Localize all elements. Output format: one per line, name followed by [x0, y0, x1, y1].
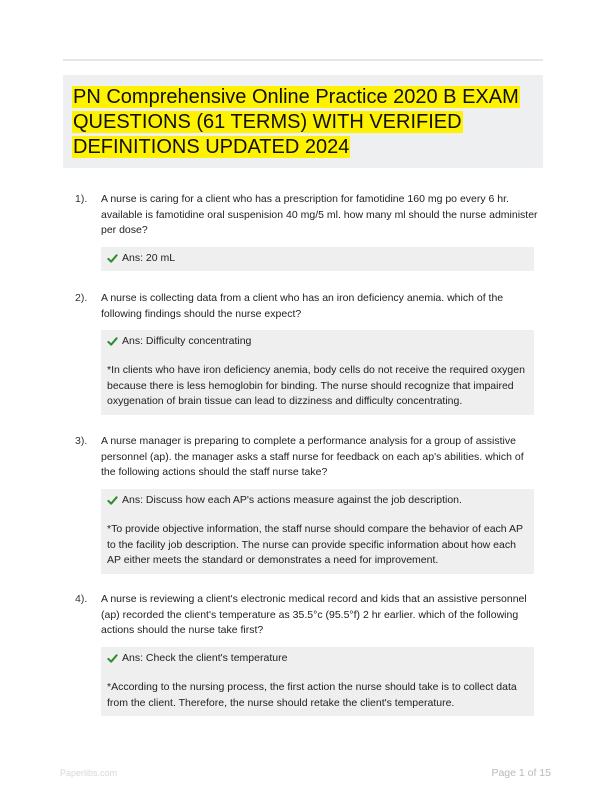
answer-text: Ans: Discuss how each AP's actions measure against the job description. [122, 494, 462, 506]
answer-explanation: *To provide objective information, the staff nurse should compare the behavior of each AP to the facility job description. The nurse can provide specific information about how each AP either meets the standard or demonstrates a need for improvement. [107, 523, 523, 566]
answer-box [101, 647, 534, 716]
question-text: A nurse manager is preparing to complete a performance analysis for a group of assistive personnel (ap). the manager asks a staff nurse for feedback on each ap's abilities. which of the following actions should the staff nurse take? [101, 435, 524, 478]
answer-box [101, 247, 534, 271]
answer-box [101, 489, 534, 574]
question-text: A nurse is reviewing a client's electronic medical record and kids that an assistive personnel (ap) recorded the client's temperature as 35.5°c (95.5°f) 2 hr earlier. which of the following actions should the nurse take first? [101, 593, 527, 636]
check-icon [107, 253, 118, 264]
answer-text: Ans: 20 mL [122, 252, 176, 264]
answer-text: Ans: Check the client's temperature [122, 652, 288, 664]
answer-explanation: *In clients who have iron deficiency anemia, body cells do not receive the required oxygen because there is less hemoglobin for binding. The nurse should recognize that impaired oxygenation of brain tissue can lead to dizziness and difficulty concentrating. [107, 364, 525, 407]
top-rule [63, 59, 543, 61]
question-number: 2). [75, 292, 88, 304]
page-title [72, 85, 534, 160]
answer-text: Ans: Difficulty concentrating [122, 335, 252, 347]
page-number: Page 1 of 15 [491, 767, 551, 779]
answer-explanation: *According to the nursing process, the first action the nurse should take is to collect data from the client. Therefore, the nurse should retake the client's temperature. [107, 681, 517, 709]
question-text: A nurse is caring for a client who has a prescription for famotidine 160 mg po every 6 hr. available is famotidine oral suspenision 40 mg/5 ml. how many ml should the nurse administer per dose? [101, 193, 538, 236]
answer-box [101, 330, 534, 415]
question-number: 4). [75, 593, 88, 605]
footer-watermark: Paperlibs.com [60, 768, 118, 778]
check-icon [107, 495, 118, 506]
check-icon [107, 336, 118, 347]
title-box [63, 75, 543, 168]
question-text: A nurse is collecting data from a client who has an iron deficiency anemia. which of the following findings should the nurse expect? [101, 292, 504, 320]
question-number: 1). [75, 193, 88, 205]
check-icon [107, 653, 118, 664]
question-number: 3). [75, 435, 88, 447]
page-title-text: PN Comprehensive Online Practice 2020 B EXAM QUESTIONS (61 TERMS) WITH VERIFIED DEFINITIONS UPDATED 2024 [73, 86, 519, 158]
